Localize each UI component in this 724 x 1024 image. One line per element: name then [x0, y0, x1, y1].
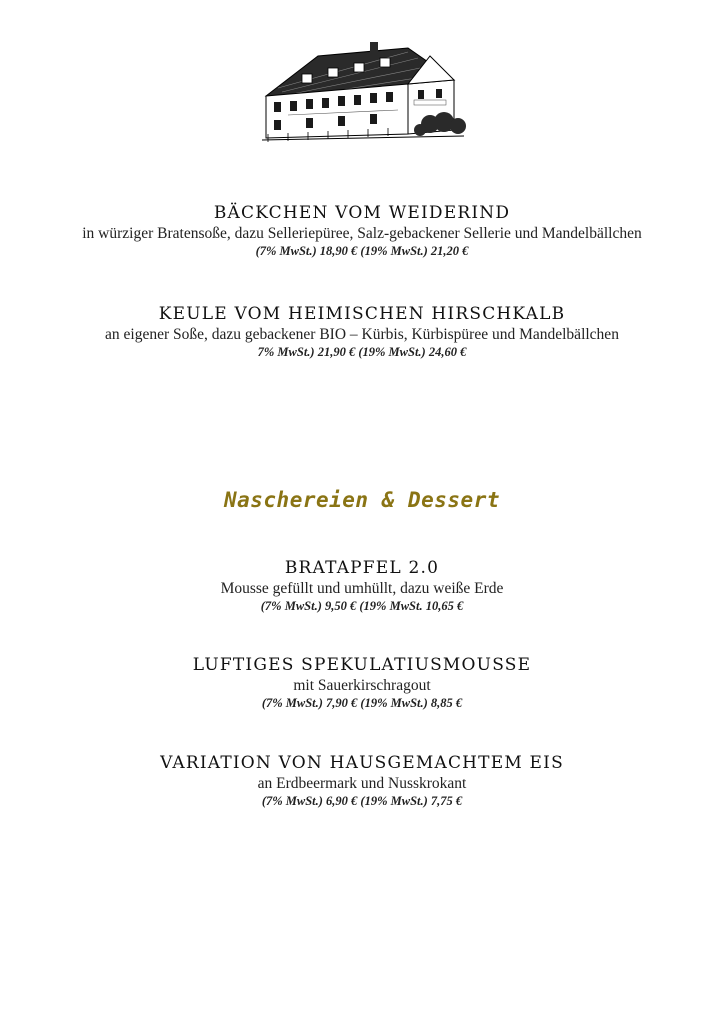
- dish-title: KEULE VOM HEIMISCHEN HIRSCHKALB: [158, 304, 566, 324]
- dish-description: Mousse gefüllt und umhüllt, dazu weiße Erde: [220, 580, 504, 597]
- dish-title: LUFTIGES SPEKULATIUSMOUSSE: [192, 655, 532, 675]
- dish-title: BRATAPFEL 2.0: [284, 558, 440, 578]
- dish-price: (7% MwSt.) 6,90 € (19% MwSt.) 7,75 €: [261, 794, 463, 808]
- dish-description: in würziger Bratensoße, dazu Selleriepüree, Salz-gebackener Sellerie und Mandelbällchen: [82, 225, 642, 242]
- menu-item: [40, 654, 684, 712]
- dish-title: BÄCKCHEN VOM WEIDERIND: [213, 203, 511, 223]
- menu-item: [40, 202, 684, 260]
- dish-description: mit Sauerkirschragout: [293, 677, 431, 694]
- dish-title: VARIATION VON HAUSGEMACHTEM EIS: [160, 753, 564, 773]
- section-heading: Naschereien & Dessert: [223, 488, 500, 512]
- dish-price: (7% MwSt.) 7,90 € (19% MwSt.) 8,85 €: [261, 696, 463, 710]
- dish-description: an eigener Soße, dazu gebackener BIO – Kürbis, Kürbispüree und Mandelbällchen: [105, 326, 619, 343]
- inn-building-icon: [258, 38, 468, 150]
- dish-price: (7% MwSt.) 18,90 € (19% MwSt.) 21,20 €: [255, 244, 469, 258]
- menu-item: [40, 557, 684, 615]
- dish-price: 7% MwSt.) 21,90 € (19% MwSt.) 24,60 €: [257, 345, 467, 359]
- menu-item: [40, 303, 684, 361]
- menu-item: [40, 752, 684, 810]
- dish-price: (7% MwSt.) 9,50 € (19% MwSt. 10,65 €: [260, 599, 464, 613]
- dish-description: an Erdbeermark und Nusskrokant: [257, 775, 467, 792]
